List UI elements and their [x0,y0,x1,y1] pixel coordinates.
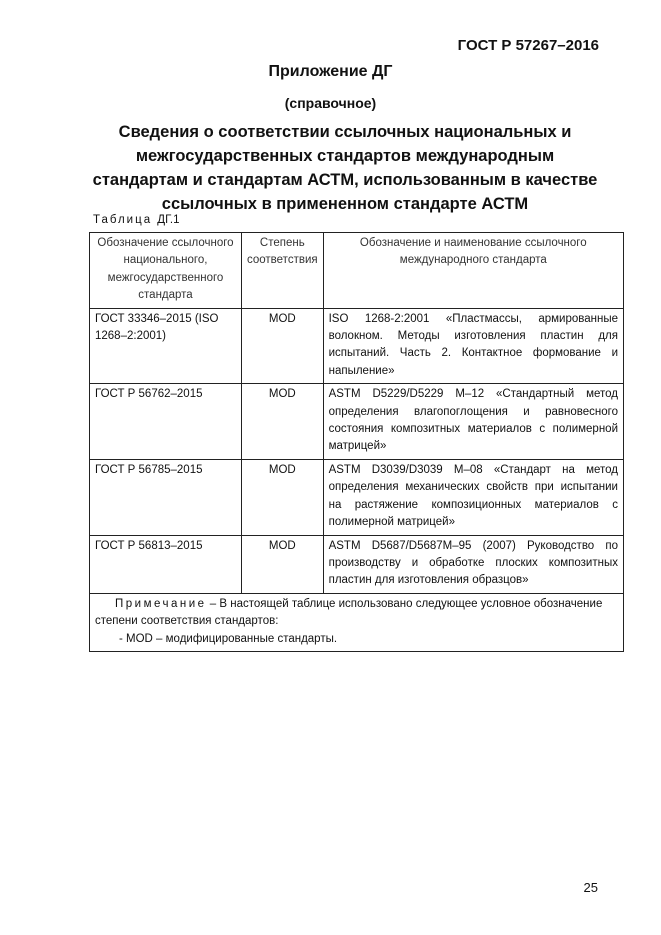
cell-international: ASTM D5687/D5687M–95 (2007) Руководство по производству и обработке плоских композитных пластин для изготовления образцов» [323,535,623,593]
cell-international: ASTM D5229/D5229 M–12 «Стандартный метод определения влагопоглощения и равновесного состояния композитных материалов с полимерной матрицей» [323,384,623,460]
cell-international: ASTM D3039/D3039 M–08 «Стандарт на метод определения механических свойств при испытании на растяжение композиционных материалов с полимерной матрицей» [323,459,623,535]
table-label [93,214,180,226]
column-header-degree: Степень соответствия [242,233,324,309]
cell-degree: MOD [242,459,324,535]
table-row [90,459,624,535]
table-row [90,384,624,460]
cell-national: ГОСТ Р 56762–2015 [90,384,242,460]
table-note-row [90,593,624,651]
note-item: - MOD – модифицированные стандарты. [119,632,338,645]
note-text: – В настоящей таблице использовано следующее условное обозначение степени соответствия стандартов: [95,597,603,628]
page-number: 25 [583,880,598,895]
note-label: Примечание [115,597,207,610]
column-header-international: Обозначение и наименование ссылочного международного стандарта [323,233,623,309]
section-heading: Сведения о соответствии ссылочных национальных и межгосударственных стандартов международным стандартам и стандартам АСТМ, использованным в качестве ссылочных в примененном стандарте АСТМ [92,123,598,213]
column-header-national: Обозначение ссылочного национального, межгосударственного стандарта [90,233,242,309]
table-header-row [90,233,624,309]
cell-international: ISO 1268-2:2001 «Пластмассы, армированные волокном. Методы изготовления пластин для испытаний. Часть 2. Контактное формование и напыление» [323,308,623,384]
cell-national: ГОСТ Р 56813–2015 [90,535,242,593]
reference-table [89,232,624,652]
table-row [90,308,624,384]
table-row [90,535,624,593]
table-note [90,593,624,651]
cell-degree: MOD [242,308,324,384]
cell-degree: MOD [242,535,324,593]
standard-code: ГОСТ Р 57267–2016 [457,37,599,54]
appendix-title: Приложение ДГ [268,63,393,80]
table-label-word: Таблица [93,214,153,226]
appendix-subtitle: (справочное) [284,95,377,111]
table-label-number: ДГ.1 [157,214,180,226]
cell-degree: MOD [242,384,324,460]
cell-national: ГОСТ 33346–2015 (ISO 1268–2:2001) [90,308,242,384]
cell-national: ГОСТ Р 56785–2015 [90,459,242,535]
